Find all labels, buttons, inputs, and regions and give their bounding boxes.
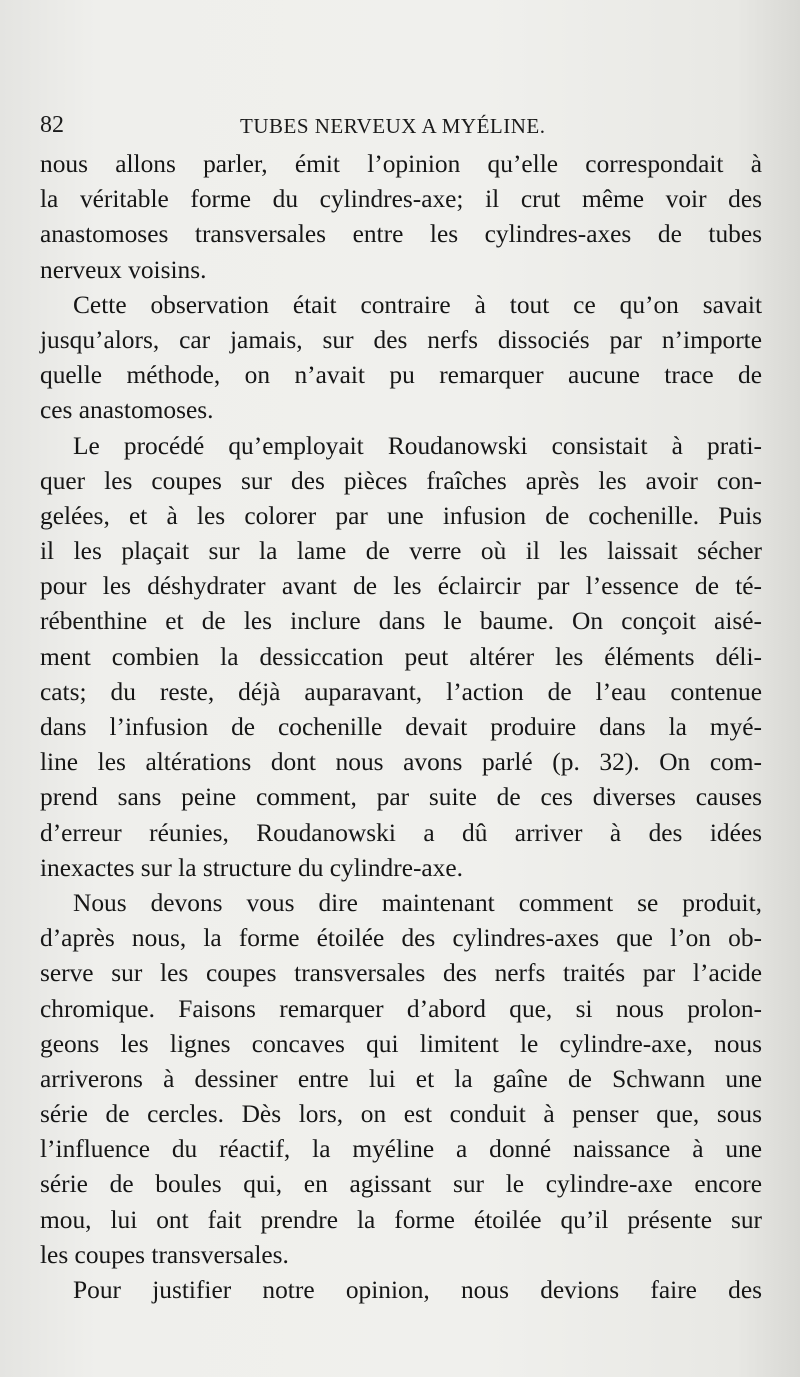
text-line: gelées, et à les colorer par une infusion de cochenille. Puis [40,501,762,530]
text-line: la véritable forme du cylindres-axe; il crut même voir des [40,185,762,214]
text-line: d’après nous, la forme étoilée des cylindres-axes que l’on ob- [40,924,762,953]
text-line: serve sur les coupes transversales des nerfs traités par l’acide [40,959,762,988]
text-line: série de cercles. Dès lors, on est conduit à penser que, sous [40,1100,762,1129]
running-head: TUBES NERVEUX A MYÉLINE. [240,114,546,138]
text-line: jusqu’alors, car jamais, sur des nerfs dissociés par n’importe [40,325,762,354]
text-line: chromique. Faisons remarquer d’abord que, si nous prolon- [40,994,762,1023]
text-line: Cette observation était contraire à tout ce qu’on savait [73,290,762,319]
text-line: cats; du reste, déjà auparavant, l’action de l’eau contenue [40,677,762,706]
text-line: geons les lignes concaves qui limitent le cylindre-axe, nous [40,1029,762,1058]
text-line: Le procédé qu’employait Roudanowski consistait à prati- [73,431,762,460]
text-line: d’erreur réunies, Roudanowski a dû arriver à des idées [40,818,762,847]
text-line: quelle méthode, on n’avait pu remarquer aucune trace de [40,361,762,390]
text-line: rébenthine et de les inclure dans le baume. On conçoit aisé- [40,607,762,636]
text-line: mou, lui ont fait prendre la forme étoilée qu’il présente sur [40,1205,762,1234]
text-line: nerveux voisins. [40,255,207,284]
text-line: line les altérations dont nous avons parlé (p. 32). On com- [40,748,762,777]
text-line: prend sans peine comment, par suite de ces diverses causes [40,783,762,812]
text-line: série de boules qui, en agissant sur le cylindre-axe encore [40,1170,762,1199]
text-line: inexactes sur la structure du cylindre-axe. [40,853,463,882]
text-line: arriverons à dessiner entre lui et la gaîne de Schwann une [40,1064,762,1093]
page-number: 82 [40,112,64,138]
text-line: Pour justifier notre opinion, nous devions faire des [73,1276,762,1304]
text-line: pour les déshydrater avant de les éclaircir par l’essence de té- [40,572,762,601]
text-line: quer les coupes sur des pièces fraîches après les avoir con- [40,466,762,495]
text-line: ment combien la dessiccation peut altérer les éléments déli- [40,642,762,671]
text-line: Nous devons vous dire maintenant comment se produit, [73,888,762,917]
text-line: nous allons parler, émit l’opinion qu’elle correspondait à [40,150,762,178]
text-line: ces anastomoses. [40,396,214,425]
text-line: dans l’infusion de cochenille devait produire dans la myé- [40,713,762,741]
text-line: l’influence du réactif, la myéline a donné naissance à une [40,1135,762,1164]
body-text [40,147,762,1308]
text-line: les coupes transversales. [40,1240,289,1269]
page-header [40,112,760,142]
text-line: il les plaçait sur la lame de verre où il les laissait sécher [40,537,762,566]
text-line: anastomoses transversales entre les cylindres-axes de tubes [40,220,762,249]
